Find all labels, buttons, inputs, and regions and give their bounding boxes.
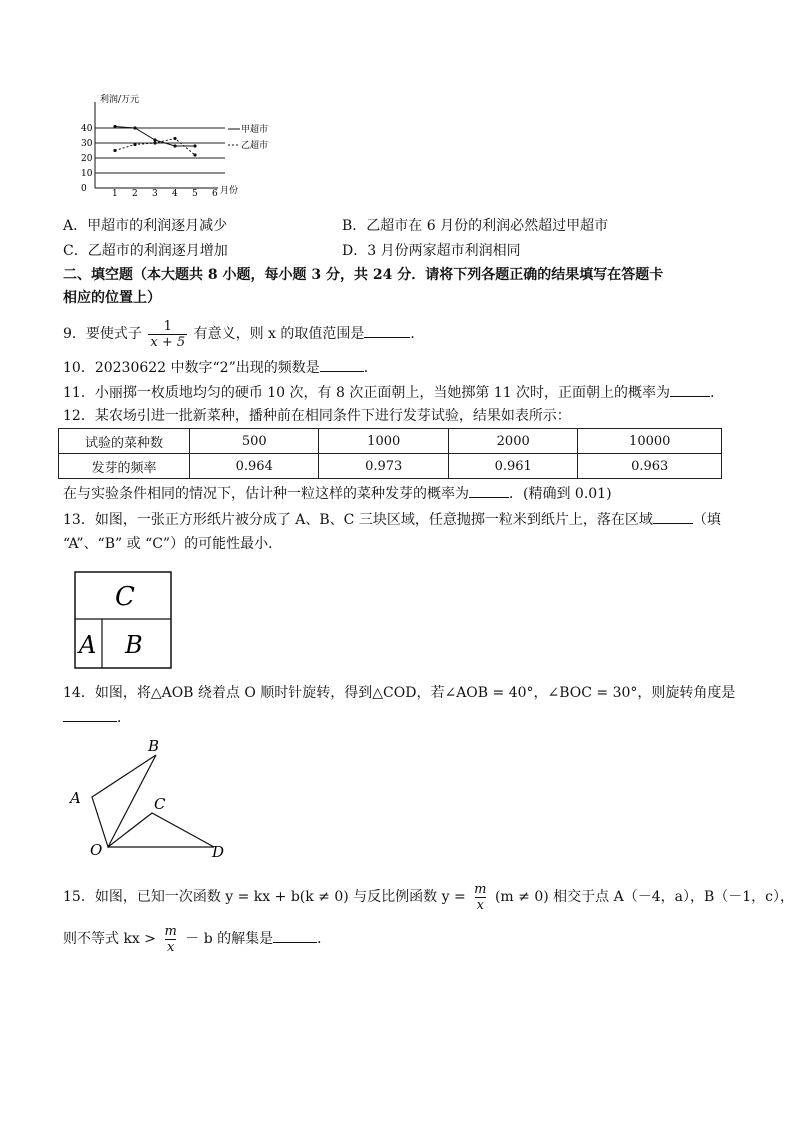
table-cell: 0.961 — [448, 454, 577, 479]
y-tick-label: 10 — [81, 169, 93, 179]
question-14-line2 — [63, 707, 131, 728]
table-cell: 1000 — [319, 429, 448, 454]
q15-text: (m ≠ 0) 相交于点 A（－4，a），B（－1，c）， — [494, 889, 794, 905]
region-a-label: A — [79, 631, 97, 659]
chart-x-axis-label: 月份 — [220, 186, 239, 196]
q14-answer-blank[interactable] — [63, 707, 117, 722]
data-point — [113, 149, 116, 152]
data-point — [193, 144, 196, 147]
data-point — [153, 141, 156, 144]
q11-end: ． — [710, 385, 725, 401]
option-c: C．乙超市的利润逐月增加 — [63, 243, 228, 259]
y-tick-label: 30 — [81, 139, 93, 149]
region-b-label: B — [125, 631, 143, 659]
q11-text: 11．小丽掷一枚质地均匀的硬币 10 次，有 8 次正面朝上，当她掷第 11 次时，正面朝上的概率为 — [63, 385, 671, 401]
data-point — [133, 126, 136, 129]
q9-answer-blank[interactable] — [364, 323, 410, 338]
point-b-label: B — [148, 737, 160, 755]
q14-end: ． — [117, 710, 131, 726]
option-b: B．乙超市在 6 月份的利润必然超过甲超市 — [342, 218, 609, 234]
q15-denominator-2: x — [166, 939, 175, 955]
x-tick-label: 6 — [212, 189, 218, 199]
q13-text-post: （填 — [692, 512, 721, 528]
q10-end: ． — [363, 360, 378, 376]
q15-prefix: 15．如图，已知一次函数 y = kx + b(k ≠ 0) 与反比例函数 y = — [63, 889, 466, 905]
question-14-line1: 14．如图，将△AOB 绕着点 O 顺时针旋转，得到△COD，若∠AOB = 40°，∠BOC = 30°，则旋转角度是 — [63, 685, 736, 701]
question-9 — [63, 316, 424, 352]
data-point — [173, 137, 176, 140]
question-11 — [63, 382, 724, 403]
q13-text: 13．如图，一张正方形纸片被分成了 A、B、C 三块区域，任意抛掷一粒米到纸片上，落在区域 — [63, 512, 653, 528]
q9-text: 有意义，则 x 的取值范围是 — [193, 326, 365, 342]
q15-numerator-2: m — [164, 923, 177, 939]
table-cell: 0.973 — [319, 454, 448, 479]
legend-label-yi: 乙超市 — [241, 141, 269, 151]
y-tick-label: 40 — [81, 124, 93, 134]
question-13-line1 — [63, 509, 721, 530]
table-cell: 2000 — [448, 429, 577, 454]
q10-answer-blank[interactable] — [320, 357, 364, 372]
q15-denominator: x — [476, 897, 484, 913]
square-paper-figure — [74, 571, 172, 669]
table-cell: 500 — [190, 429, 319, 454]
profit-line-chart — [78, 92, 278, 202]
point-o-label: O — [90, 841, 103, 859]
q9-prefix: 9．要使式子 — [63, 326, 142, 342]
data-point — [173, 144, 176, 147]
q9-numerator: 1 — [163, 318, 172, 334]
point-c-label: C — [154, 795, 166, 813]
q13-answer-blank[interactable] — [653, 509, 693, 524]
table-cell: 发芽的频率 — [59, 454, 190, 479]
table-cell: 0.964 — [190, 454, 319, 479]
x-tick-label: 1 — [112, 189, 118, 199]
q12-after-post: ．(精确到 0.01) — [509, 486, 612, 502]
legend-label-jia: 甲超市 — [241, 125, 269, 135]
data-point — [133, 143, 136, 146]
q15-answer-blank[interactable] — [273, 928, 317, 943]
question-12: 12．某农场引进一批新菜种，播种前在相同条件下进行发芽试验，结果如表所示： — [63, 408, 571, 424]
q12-after-text: 在与实验条件相同的情况下，估计种一粒这样的菜种发芽的概率为 — [63, 486, 469, 502]
question-15-line2 — [63, 922, 331, 956]
y-tick-label: 20 — [81, 154, 93, 164]
point-a-label: A — [70, 789, 81, 807]
x-tick-label: 2 — [132, 189, 138, 199]
q15-line2-prefix: 则不等式 kx > — [63, 931, 157, 947]
section-heading-line1: 二、填空题（本大题共 8 小题，每小题 3 分，共 24 分．请将下列各题正确的结果填写在答题卡 — [63, 267, 664, 283]
q15-fraction-2 — [162, 924, 178, 955]
question-15-line1 — [63, 880, 794, 914]
question-13-line2: “A”、“B” 或 “C”）的可能性最小． — [63, 536, 283, 552]
option-a: A．甲超市的利润逐月减少 — [63, 218, 228, 234]
x-tick-label: 5 — [192, 189, 198, 199]
q15-fraction — [472, 882, 488, 913]
germination-table — [58, 428, 722, 479]
chart-y-axis-label: 利润/万元 — [100, 95, 140, 105]
table-row — [59, 454, 722, 479]
y-tick-label: 0 — [81, 184, 87, 194]
point-d-label: D — [212, 843, 225, 861]
table-row — [59, 429, 722, 454]
data-point — [153, 138, 156, 141]
section-heading-line2: 相应的位置上） — [63, 290, 161, 306]
q9-denominator: x + 5 — [150, 334, 186, 350]
q11-answer-blank[interactable] — [670, 382, 710, 397]
question-10 — [63, 357, 378, 378]
q15-end: ． — [317, 931, 332, 947]
option-d: D．3 月份两家超市利润相同 — [342, 243, 521, 259]
q9-end: ． — [410, 326, 425, 342]
question-12-follow — [63, 483, 612, 504]
x-tick-label: 4 — [172, 189, 178, 199]
rotation-triangle-figure — [64, 735, 244, 865]
data-point — [193, 153, 196, 156]
q10-text: 10．20230622 中数字“2”出现的频数是 — [63, 360, 320, 376]
table-cell: 试验的菜种数 — [59, 429, 190, 454]
data-point — [113, 125, 116, 128]
region-c-label: C — [115, 582, 135, 612]
table-cell: 10000 — [578, 429, 722, 454]
q15-numerator: m — [474, 881, 487, 897]
table-cell: 0.963 — [578, 454, 722, 479]
q9-fraction — [148, 319, 187, 350]
q15-line2-text: － b 的解集是 — [185, 931, 274, 947]
q12-answer-blank[interactable] — [469, 483, 509, 498]
x-tick-label: 3 — [152, 189, 158, 199]
